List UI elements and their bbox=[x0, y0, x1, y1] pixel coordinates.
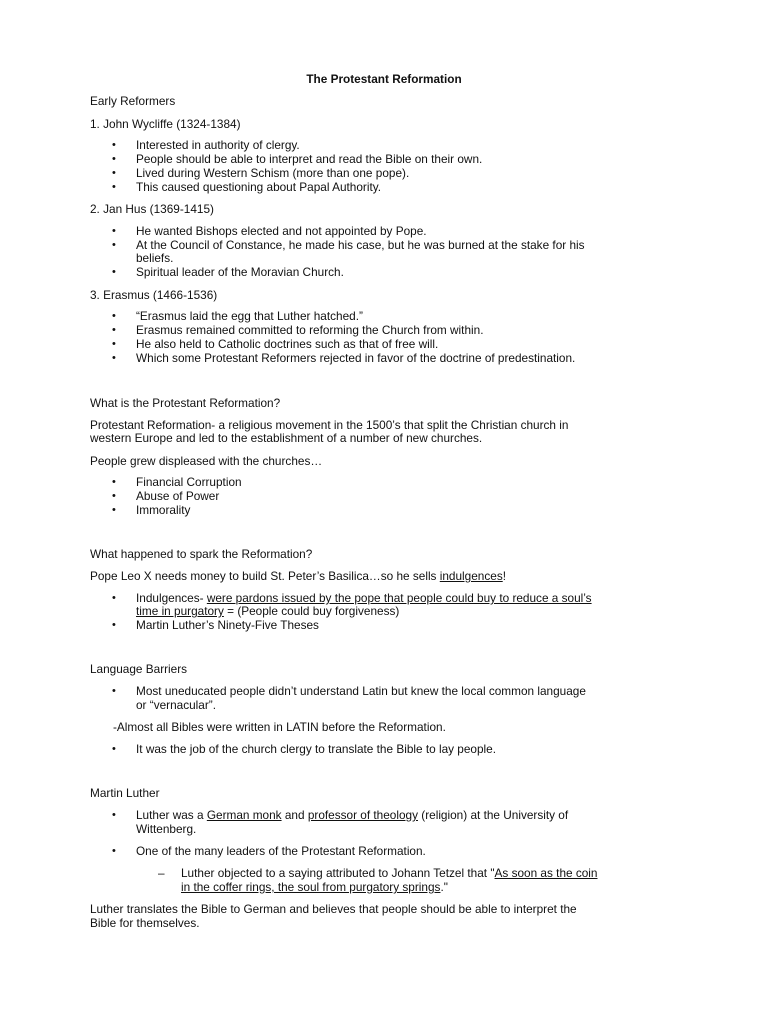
underlined-term: German monk bbox=[206, 808, 282, 822]
list-item: Martin Luther’s Ninety-Five Theses bbox=[136, 618, 319, 632]
underlined-term: were pardons issued by the pope that people could buy to reduce a soul’s bbox=[206, 591, 592, 605]
text-run: Indulgences- bbox=[136, 591, 207, 605]
sub-list-item-continuation bbox=[181, 880, 448, 894]
bullet-icon: • bbox=[112, 619, 116, 631]
page-title: The Protestant Reformation bbox=[306, 72, 462, 86]
bullet-icon: • bbox=[112, 504, 116, 516]
bullet-icon: • bbox=[112, 324, 116, 336]
bullet-icon: • bbox=[112, 685, 116, 697]
bullet-icon: • bbox=[112, 476, 116, 488]
list-item-continuation: or “vernacular”. bbox=[136, 698, 216, 712]
text-run: ." bbox=[440, 880, 448, 894]
bullet-icon: • bbox=[112, 743, 116, 755]
list-item: He wanted Bishops elected and not appointed by Pope. bbox=[136, 224, 427, 238]
dash-icon: – bbox=[158, 866, 165, 880]
bullet-icon: • bbox=[112, 266, 116, 278]
list-item: Which some Protestant Reformers rejected in favor of the doctrine of predestination. bbox=[136, 351, 576, 365]
list-item: Erasmus remained committed to reforming the Church from within. bbox=[136, 323, 484, 337]
bullet-icon: • bbox=[112, 310, 116, 322]
list-item: He also held to Catholic doctrines such as that of free will. bbox=[136, 337, 439, 351]
list-item: At the Council of Constance, he made his case, but he was burned at the stake for his bbox=[136, 238, 585, 252]
text-run: (religion) at the University of bbox=[418, 808, 569, 822]
paragraph: western Europe and led to the establishment of a number of new churches. bbox=[90, 431, 483, 445]
bullet-icon: • bbox=[112, 592, 116, 604]
underlined-term: professor of theology bbox=[307, 808, 418, 822]
list-item bbox=[136, 591, 592, 605]
question-what-is: What is the Protestant Reformation? bbox=[90, 396, 281, 410]
sub-list-item bbox=[181, 866, 598, 880]
list-item: Financial Corruption bbox=[136, 475, 242, 489]
list-item bbox=[136, 808, 568, 822]
bullet-icon: • bbox=[112, 809, 116, 821]
bullet-icon: • bbox=[112, 352, 116, 364]
bullet-icon: • bbox=[112, 239, 116, 251]
list-item: One of the many leaders of the Protestant Reformation. bbox=[136, 844, 426, 858]
list-item: Spiritual leader of the Moravian Church. bbox=[136, 265, 344, 279]
text-run: and bbox=[281, 808, 308, 822]
bullet-icon: • bbox=[112, 153, 116, 165]
language-heading: Language Barriers bbox=[90, 662, 188, 676]
list-item: Lived during Western Schism (more than one pope). bbox=[136, 166, 410, 180]
text-run: ! bbox=[502, 569, 506, 583]
bullet-icon: • bbox=[112, 338, 116, 350]
luther-heading: Martin Luther bbox=[90, 786, 160, 800]
list-item: People should be able to interpret and read the Bible on their own. bbox=[136, 152, 483, 166]
underlined-term: time in purgatory bbox=[136, 604, 224, 618]
text-run: Luther was a bbox=[136, 808, 207, 822]
paragraph: -Almost all Bibles were written in LATIN before the Reformation. bbox=[113, 720, 446, 734]
paragraph: Bible for themselves. bbox=[90, 916, 200, 930]
wycliffe-heading: 1. John Wycliffe (1324-1384) bbox=[90, 117, 241, 131]
section-heading-early-reformers: Early Reformers bbox=[90, 94, 176, 108]
hus-heading: 2. Jan Hus (1369-1415) bbox=[90, 202, 214, 216]
question-spark: What happened to spark the Reformation? bbox=[90, 547, 313, 561]
list-item: This caused questioning about Papal Authority. bbox=[136, 180, 382, 194]
list-item: “Erasmus laid the egg that Luther hatched.” bbox=[136, 309, 363, 323]
underlined-quote: in the coffer rings, the soul from purgatory springs bbox=[181, 880, 441, 894]
bullet-icon: • bbox=[112, 490, 116, 502]
list-item-continuation: beliefs. bbox=[136, 251, 174, 265]
list-item-continuation: Wittenberg. bbox=[136, 822, 197, 836]
text-run: = (People could buy forgiveness) bbox=[223, 604, 400, 618]
erasmus-heading: 3. Erasmus (1466-1536) bbox=[90, 288, 218, 302]
list-item-continuation bbox=[136, 604, 399, 618]
bullet-icon: • bbox=[112, 167, 116, 179]
bullet-icon: • bbox=[112, 845, 116, 857]
list-item: Immorality bbox=[136, 503, 191, 517]
list-item: Most uneducated people didn’t understand Latin but knew the local common language bbox=[136, 684, 586, 698]
paragraph: People grew displeased with the churches… bbox=[90, 454, 323, 468]
bullet-icon: • bbox=[112, 139, 116, 151]
paragraph bbox=[90, 569, 506, 583]
underlined-term: indulgences bbox=[439, 569, 503, 583]
text-run: Luther objected to a saying attributed to Johann Tetzel that " bbox=[181, 866, 495, 880]
paragraph: Protestant Reformation- a religious movement in the 1500’s that split the Christian church in bbox=[90, 418, 569, 432]
bullet-icon: • bbox=[112, 181, 116, 193]
text-run: Pope Leo X needs money to build St. Peter’s Basilica…so he sells bbox=[90, 569, 440, 583]
list-item: It was the job of the church clergy to translate the Bible to lay people. bbox=[136, 742, 497, 756]
paragraph: Luther translates the Bible to German and believes that people should be able to interpret the bbox=[90, 902, 577, 916]
list-item: Interested in authority of clergy. bbox=[136, 138, 300, 152]
list-item: Abuse of Power bbox=[136, 489, 220, 503]
underlined-quote: As soon as the coin bbox=[494, 866, 598, 880]
bullet-icon: • bbox=[112, 225, 116, 237]
